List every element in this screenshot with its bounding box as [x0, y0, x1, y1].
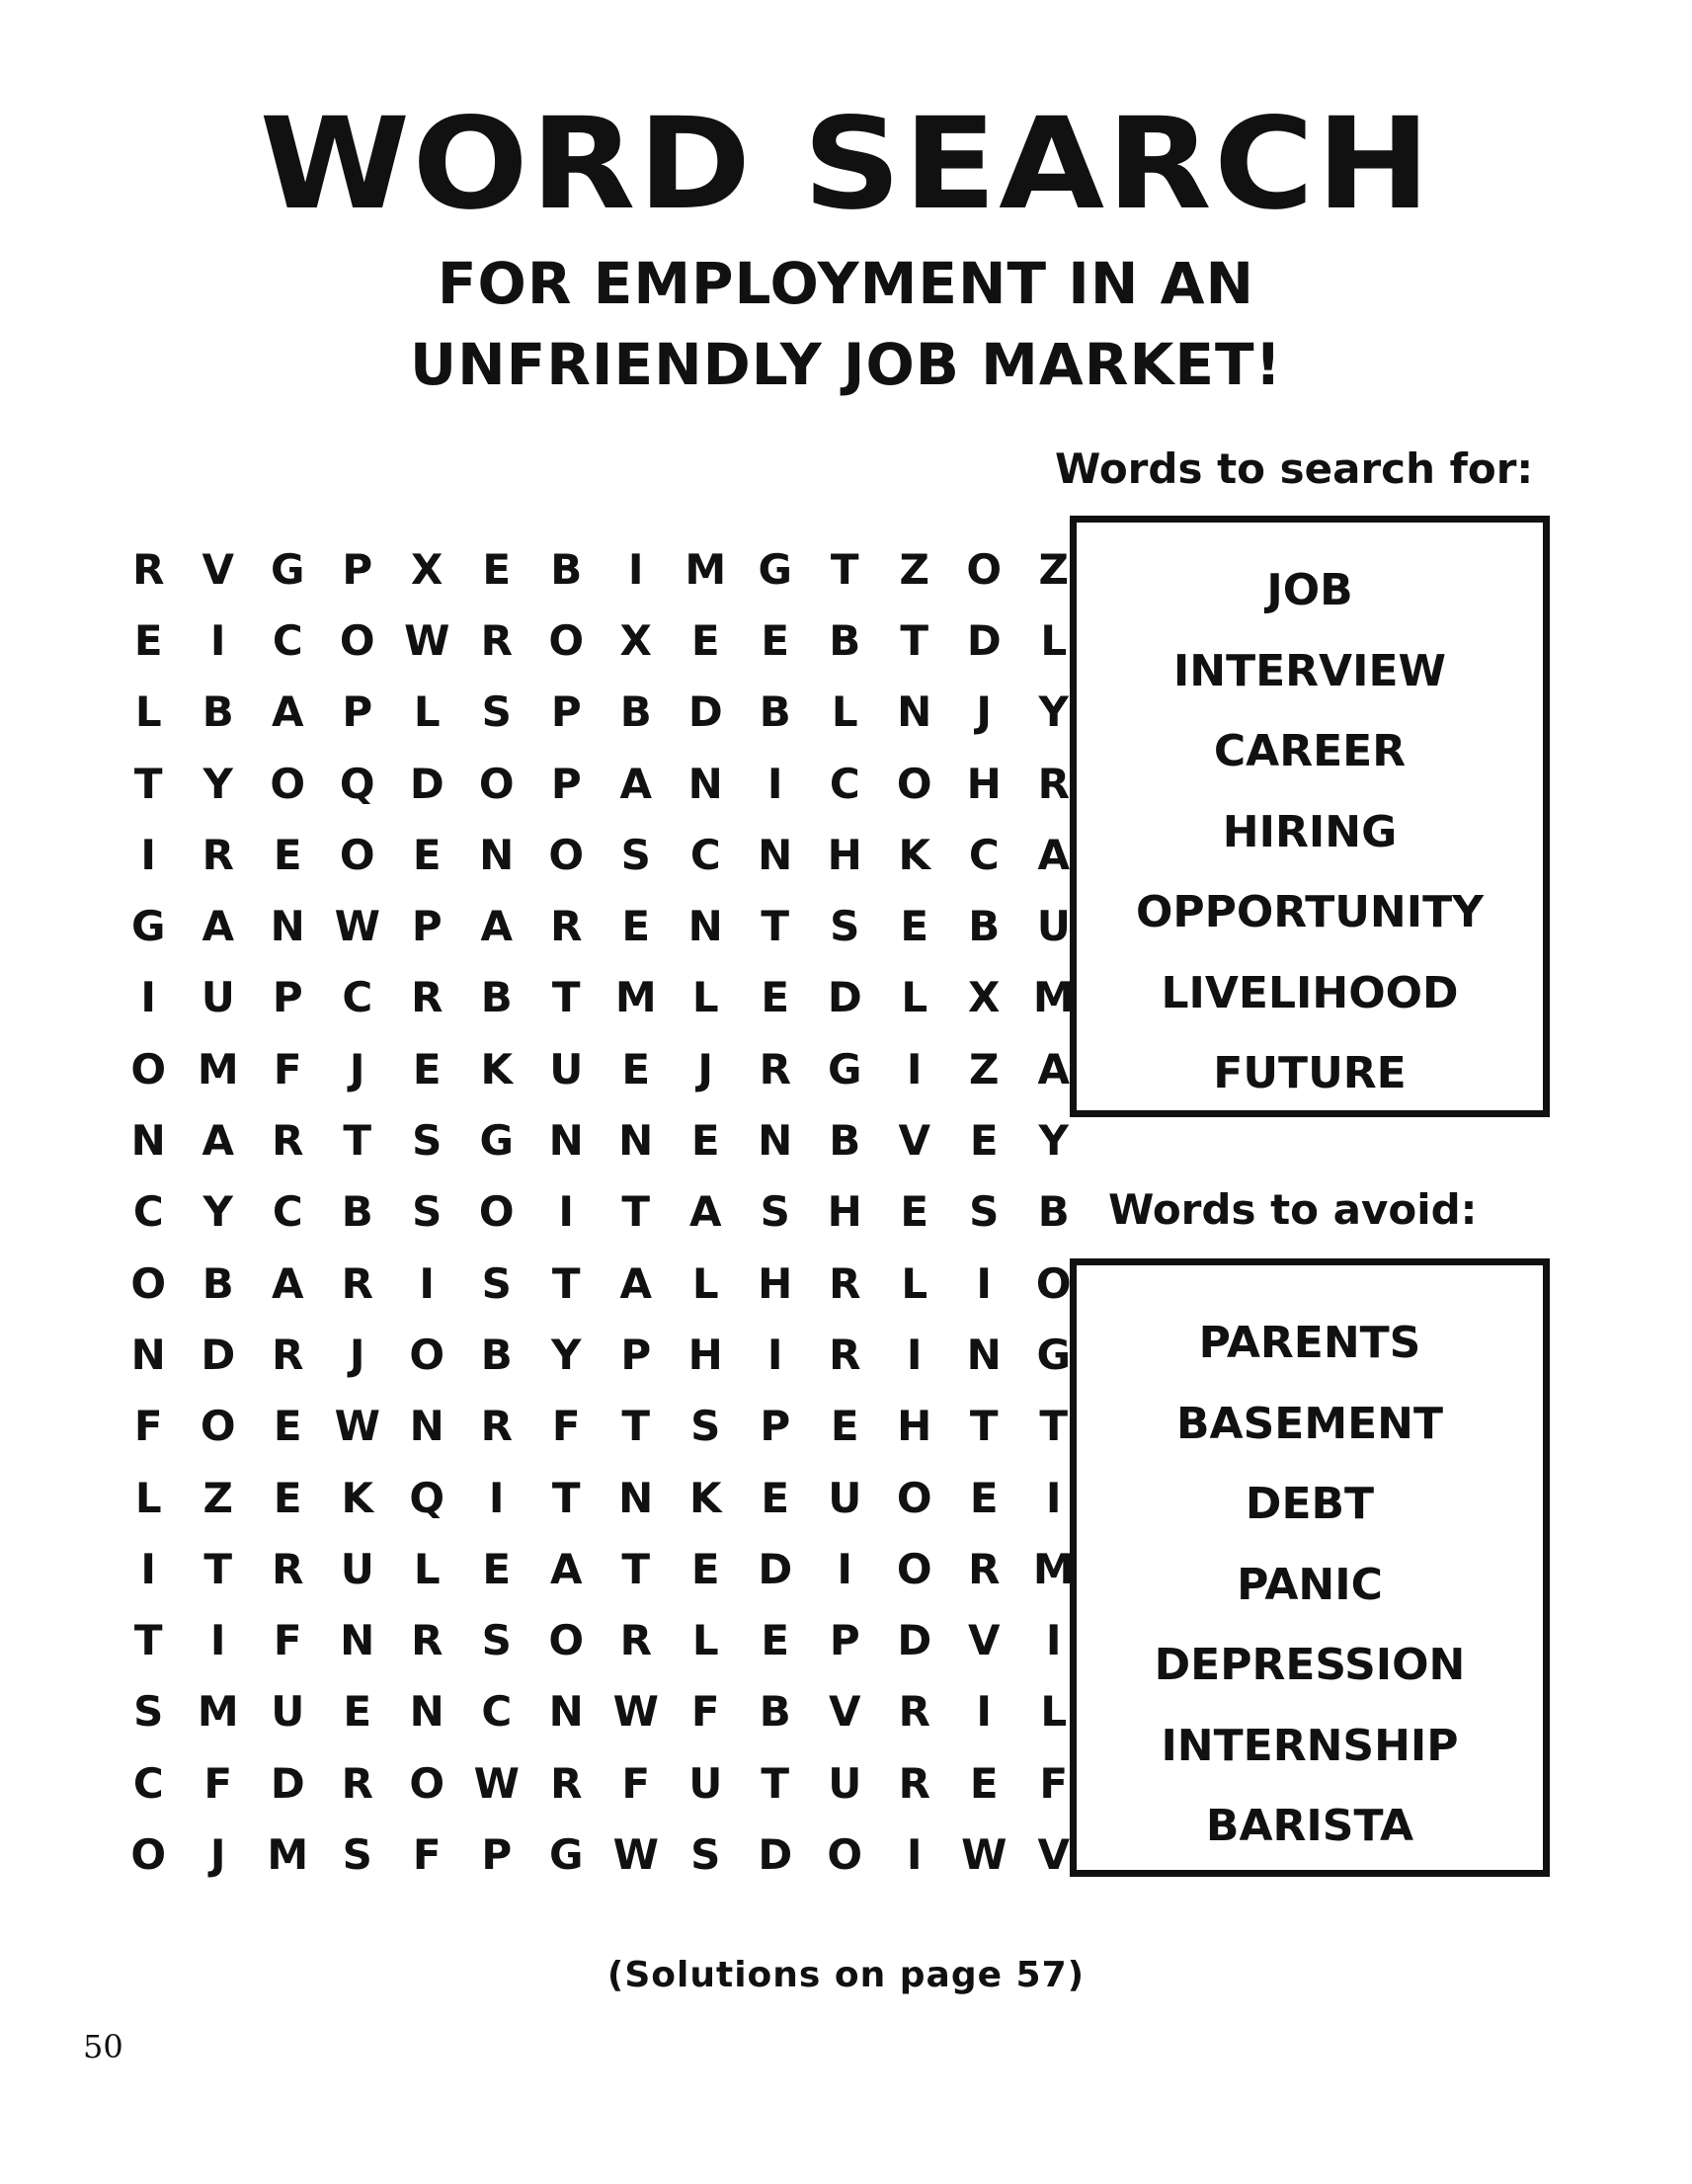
grid-letter: P: [550, 688, 582, 737]
grid-letter: E: [273, 1473, 302, 1522]
grid-letter: K: [480, 1044, 514, 1093]
grid-letter: E: [969, 1473, 999, 1522]
grid-letter: R: [201, 830, 234, 879]
grid-letter: H: [827, 830, 862, 879]
grid-letter: B: [619, 688, 652, 737]
grid-letter: O: [130, 1044, 167, 1093]
grid-letter: U: [688, 1758, 723, 1808]
grid-letter: F: [1039, 1758, 1069, 1808]
grid-letter: I: [1045, 1616, 1062, 1665]
grid-letter: N: [618, 1116, 654, 1166]
grid-letter: Y: [1038, 688, 1069, 737]
grid-letter: B: [550, 544, 583, 594]
grid-letter: Q: [409, 1473, 445, 1522]
grid-letter: V: [898, 1116, 930, 1166]
grid-letter: R: [829, 1258, 861, 1308]
grid-letter: N: [130, 1330, 166, 1379]
grid-letter: T: [551, 1473, 581, 1522]
grid-letter: F: [621, 1758, 651, 1808]
search-word: INTERVIEW: [1172, 645, 1447, 696]
grid-letter: L: [413, 688, 441, 737]
grid-letter: E: [621, 902, 651, 951]
grid-letter: G: [1036, 1330, 1071, 1379]
grid-letter: I: [766, 1330, 783, 1379]
grid-letter: X: [968, 973, 1001, 1022]
grid-letter: S: [342, 1829, 372, 1879]
grid-letter: E: [690, 1544, 720, 1593]
grid-letter: L: [691, 1258, 719, 1308]
grid-letter: D: [966, 615, 1002, 665]
grid-letter: R: [829, 1330, 861, 1379]
grid-letter: I: [837, 1544, 853, 1593]
grid-letter: R: [898, 1758, 930, 1808]
grid-letter: P: [481, 1829, 513, 1879]
grid-letter: O: [130, 1258, 167, 1308]
grid-letter: R: [480, 1402, 513, 1451]
grid-letter: E: [969, 1116, 999, 1166]
grid-letter: A: [688, 1187, 722, 1237]
grid-letter: T: [203, 1544, 233, 1593]
search-words-box: [1070, 516, 1550, 1117]
grid-letter: M: [614, 973, 657, 1022]
grid-letter: A: [1037, 1044, 1070, 1093]
grid-letter: B: [201, 1258, 234, 1308]
grid-letter: S: [133, 1687, 164, 1737]
grid-letter: V: [828, 1687, 861, 1737]
grid-letter: O: [270, 759, 306, 808]
grid-letter: R: [272, 1116, 304, 1166]
grid-letter: O: [409, 1330, 445, 1379]
grid-letter: E: [900, 1187, 929, 1237]
grid-letter: R: [550, 902, 583, 951]
grid-letter: I: [1045, 1473, 1062, 1522]
grid-letter: F: [690, 1687, 720, 1737]
grid-letter: C: [272, 615, 303, 665]
grid-letter: I: [488, 1473, 505, 1522]
subtitle-line-2: UNFRIENDLY JOB MARKET!: [409, 331, 1283, 398]
grid-letter: Z: [899, 544, 929, 594]
grid-letter: S: [412, 1187, 443, 1237]
grid-letter: T: [551, 1258, 581, 1308]
grid-letter: W: [612, 1829, 659, 1879]
grid-letter: C: [132, 1187, 164, 1237]
avoid-words-heading: Words to avoid:: [1108, 1185, 1478, 1234]
grid-letter: T: [343, 1116, 372, 1166]
grid-letter: X: [619, 615, 652, 665]
grid-letter: E: [690, 1116, 720, 1166]
page-title: WORD SEARCH: [259, 91, 1433, 238]
grid-letter: E: [273, 830, 302, 879]
grid-letter: Y: [202, 759, 233, 808]
grid-letter: S: [760, 1187, 790, 1237]
grid-letter: O: [478, 759, 515, 808]
grid-letter: H: [687, 1330, 723, 1379]
subtitle-line-1: FOR EMPLOYMENT IN AN: [437, 250, 1255, 317]
grid-letter: S: [481, 688, 512, 737]
grid-letter: R: [968, 1544, 1001, 1593]
grid-letter: C: [968, 830, 1000, 879]
grid-letter: E: [273, 1402, 302, 1451]
grid-letter: E: [482, 544, 512, 594]
grid-letter: E: [412, 830, 442, 879]
grid-letter: A: [1037, 830, 1070, 879]
grid-letter: R: [132, 544, 165, 594]
grid-letter: I: [976, 1687, 993, 1737]
grid-letter: N: [897, 688, 932, 737]
grid-letter: G: [131, 902, 166, 951]
grid-letter: R: [480, 615, 513, 665]
grid-letter: P: [760, 1402, 791, 1451]
grid-letter: L: [1040, 615, 1068, 665]
grid-letter: M: [1032, 973, 1075, 1022]
grid-letter: L: [691, 1616, 719, 1665]
grid-letter: K: [341, 1473, 374, 1522]
grid-letter: I: [627, 544, 644, 594]
solutions-note: (Solutions on page 57): [606, 1955, 1086, 1995]
grid-letter: G: [758, 544, 792, 594]
grid-letter: O: [896, 1473, 932, 1522]
grid-letter: I: [906, 1330, 923, 1379]
grid-letter: B: [480, 973, 513, 1022]
grid-letter: U: [271, 1687, 305, 1737]
grid-letter: E: [690, 615, 720, 665]
grid-letter: S: [969, 1187, 1000, 1237]
grid-letter: M: [197, 1687, 239, 1737]
grid-letter: O: [409, 1758, 445, 1808]
grid-letter: W: [334, 902, 380, 951]
grid-letter: L: [831, 688, 858, 737]
grid-letter: P: [342, 544, 373, 594]
grid-letter: Y: [551, 1330, 582, 1379]
grid-letter: W: [612, 1687, 659, 1737]
grid-letter: S: [481, 1616, 512, 1665]
grid-letter: Y: [202, 1187, 233, 1237]
grid-letter: L: [413, 1544, 441, 1593]
grid-letter: V: [201, 544, 234, 594]
grid-letter: Z: [202, 1473, 233, 1522]
grid-letter: D: [201, 1330, 236, 1379]
grid-letter: N: [409, 1687, 444, 1737]
grid-letter: I: [140, 1544, 157, 1593]
grid-letter: E: [482, 1544, 512, 1593]
grid-letter: B: [480, 1330, 513, 1379]
grid-letter: E: [412, 1044, 442, 1093]
grid-letter: N: [966, 1330, 1002, 1379]
grid-letter: J: [349, 1330, 365, 1379]
avoid-word: BASEMENT: [1175, 1398, 1443, 1449]
grid-letter: O: [548, 615, 585, 665]
grid-letter: Q: [339, 759, 375, 808]
grid-letter: L: [901, 973, 928, 1022]
grid-letter: F: [273, 1616, 302, 1665]
grid-letter: J: [209, 1829, 226, 1879]
grid-letter: R: [341, 1258, 373, 1308]
grid-letter: N: [687, 759, 723, 808]
grid-letter: T: [900, 615, 929, 665]
grid-letter: J: [976, 688, 993, 737]
grid-letter: T: [621, 1187, 651, 1237]
grid-letter: P: [342, 688, 373, 737]
grid-letter: V: [1037, 1829, 1070, 1879]
grid-letter: R: [411, 973, 443, 1022]
grid-letter: D: [270, 1758, 305, 1808]
search-words-heading: Words to search for:: [1055, 445, 1534, 493]
grid-letter: E: [133, 615, 163, 665]
grid-letter: A: [271, 1258, 304, 1308]
grid-letter: O: [478, 1187, 515, 1237]
grid-letter: L: [691, 973, 719, 1022]
grid-letter: E: [969, 1758, 999, 1808]
grid-letter: D: [687, 688, 723, 737]
grid-letter: N: [270, 902, 305, 951]
grid-letter: G: [479, 1116, 514, 1166]
grid-letter: U: [828, 1473, 862, 1522]
grid-letter: P: [620, 1330, 652, 1379]
grid-letter: C: [342, 973, 373, 1022]
grid-letter: K: [688, 1473, 722, 1522]
grid-letter: K: [898, 830, 931, 879]
grid-letter: E: [900, 902, 929, 951]
grid-letter: I: [906, 1044, 923, 1093]
grid-letter: B: [759, 1687, 791, 1737]
grid-letter: M: [685, 544, 727, 594]
grid-letter: F: [203, 1758, 233, 1808]
search-word: LIVELIHOOD: [1161, 967, 1459, 1018]
search-word: CAREER: [1213, 726, 1407, 776]
grid-letter: V: [967, 1616, 1001, 1665]
grid-letter: T: [551, 973, 581, 1022]
grid-letter: S: [830, 902, 860, 951]
letter-grid: [114, 533, 1088, 1891]
grid-letter: R: [759, 1044, 791, 1093]
avoid-word: PARENTS: [1198, 1318, 1421, 1368]
grid-letter: H: [897, 1402, 932, 1451]
grid-letter: S: [690, 1829, 721, 1879]
grid-letter: T: [761, 902, 790, 951]
grid-letter: U: [1036, 902, 1071, 951]
grid-letter: A: [619, 1258, 652, 1308]
grid-letter: A: [201, 1116, 234, 1166]
grid-letter: J: [349, 1044, 365, 1093]
grid-letter: P: [550, 759, 582, 808]
grid-letter: D: [409, 759, 444, 808]
grid-letter: B: [201, 688, 234, 737]
search-word: HIRING: [1222, 806, 1398, 857]
grid-letter: A: [619, 759, 652, 808]
grid-letter: L: [134, 1473, 162, 1522]
grid-letter: M: [267, 1829, 309, 1879]
grid-letter: I: [140, 830, 157, 879]
grid-letter: M: [1032, 1544, 1075, 1593]
avoid-word: DEPRESSION: [1154, 1640, 1466, 1690]
grid-letter: B: [829, 615, 861, 665]
grid-letter: T: [761, 1758, 790, 1808]
avoid-word: DEBT: [1245, 1479, 1375, 1529]
grid-letter: I: [209, 1616, 226, 1665]
grid-letter: M: [197, 1044, 239, 1093]
grid-letter: O: [548, 830, 585, 879]
grid-letter: Y: [1038, 1116, 1069, 1166]
avoid-word: INTERNSHIP: [1161, 1720, 1459, 1771]
grid-letter: F: [412, 1829, 442, 1879]
avoid-word: BARISTA: [1205, 1801, 1414, 1851]
grid-letter: C: [272, 1187, 303, 1237]
grid-letter: L: [1040, 1687, 1068, 1737]
grid-letter: E: [761, 973, 790, 1022]
grid-letter: R: [272, 1544, 304, 1593]
grid-letter: N: [548, 1687, 584, 1737]
grid-letter: R: [1037, 759, 1070, 808]
grid-letter: I: [140, 973, 157, 1022]
avoid-word: PANIC: [1237, 1559, 1383, 1610]
grid-letter: L: [134, 688, 162, 737]
grid-letter: N: [409, 1402, 444, 1451]
grid-letter: E: [761, 1473, 790, 1522]
grid-letter: U: [201, 973, 235, 1022]
grid-letter: I: [766, 759, 783, 808]
grid-letter: O: [896, 1544, 932, 1593]
grid-letter: N: [340, 1616, 375, 1665]
grid-letter: Z: [1038, 544, 1069, 594]
grid-letter: D: [897, 1616, 932, 1665]
grid-letter: S: [690, 1402, 721, 1451]
grid-letter: A: [201, 902, 234, 951]
grid-letter: U: [828, 1758, 862, 1808]
grid-letter: O: [1035, 1258, 1072, 1308]
grid-letter: D: [758, 1829, 793, 1879]
grid-letter: N: [687, 902, 723, 951]
grid-letter: E: [830, 1402, 859, 1451]
grid-letter: D: [827, 973, 862, 1022]
grid-letter: P: [829, 1616, 860, 1665]
grid-letter: T: [969, 1402, 999, 1451]
grid-letter: G: [271, 544, 305, 594]
grid-letter: U: [340, 1544, 374, 1593]
grid-letter: N: [618, 1473, 654, 1522]
grid-letter: I: [558, 1187, 575, 1237]
grid-letter: O: [200, 1402, 236, 1451]
grid-letter: J: [697, 1044, 714, 1093]
grid-letter: R: [341, 1758, 373, 1808]
grid-letter: T: [621, 1544, 651, 1593]
grid-letter: C: [689, 830, 721, 879]
grid-letter: S: [481, 1258, 512, 1308]
grid-letter: O: [339, 615, 375, 665]
search-word: JOB: [1266, 565, 1353, 615]
grid-letter: E: [343, 1687, 372, 1737]
grid-letter: A: [549, 1544, 583, 1593]
grid-letter: T: [133, 1616, 163, 1665]
grid-letter: W: [404, 615, 450, 665]
grid-letter: T: [621, 1402, 651, 1451]
grid-letter: B: [341, 1187, 373, 1237]
grid-letter: B: [759, 688, 791, 737]
grid-letter: T: [1039, 1402, 1069, 1451]
grid-letter: R: [272, 1330, 304, 1379]
grid-letter: G: [828, 1044, 862, 1093]
grid-letter: A: [271, 688, 304, 737]
grid-letter: W: [334, 1402, 380, 1451]
grid-letter: E: [761, 615, 790, 665]
grid-letter: N: [130, 1116, 166, 1166]
grid-letter: F: [133, 1402, 163, 1451]
grid-letter: D: [758, 1544, 793, 1593]
grid-letter: O: [827, 1829, 863, 1879]
grid-letter: F: [551, 1402, 581, 1451]
grid-letter: N: [548, 1116, 584, 1166]
grid-letter: E: [761, 1616, 790, 1665]
grid-letter: B: [1037, 1187, 1070, 1237]
grid-letter: E: [621, 1044, 651, 1093]
grid-letter: P: [272, 973, 303, 1022]
grid-letter: U: [549, 1044, 584, 1093]
grid-letter: R: [898, 1687, 930, 1737]
grid-letter: T: [133, 759, 163, 808]
grid-letter: O: [548, 1616, 585, 1665]
grid-letter: L: [901, 1258, 928, 1308]
grid-letter: O: [339, 830, 375, 879]
grid-letter: R: [550, 1758, 583, 1808]
grid-letter: N: [758, 1116, 793, 1166]
grid-letter: C: [132, 1758, 164, 1808]
grid-letter: I: [209, 615, 226, 665]
grid-letter: B: [829, 1116, 861, 1166]
grid-letter: W: [961, 1829, 1007, 1879]
grid-letter: S: [620, 830, 651, 879]
grid-letter: F: [273, 1044, 302, 1093]
grid-letter: G: [549, 1829, 584, 1879]
grid-letter: H: [758, 1258, 793, 1308]
grid-letter: Z: [969, 1044, 1000, 1093]
page-number: 50: [83, 2028, 123, 2065]
grid-letter: A: [480, 902, 513, 951]
grid-letter: X: [411, 544, 443, 594]
grid-letter: O: [966, 544, 1003, 594]
search-word: FUTURE: [1213, 1048, 1407, 1098]
grid-letter: C: [829, 759, 860, 808]
grid-letter: O: [896, 759, 932, 808]
grid-letter: I: [419, 1258, 436, 1308]
grid-letter: S: [412, 1116, 443, 1166]
grid-letter: R: [411, 1616, 443, 1665]
grid-letter: B: [968, 902, 1001, 951]
grid-letter: R: [619, 1616, 652, 1665]
grid-letter: O: [130, 1829, 167, 1879]
grid-letter: P: [411, 902, 443, 951]
search-word: OPPORTUNITY: [1135, 887, 1485, 937]
grid-letter: T: [830, 544, 859, 594]
avoid-words-box: [1070, 1258, 1550, 1877]
grid-letter: W: [473, 1758, 520, 1808]
grid-letter: H: [966, 759, 1002, 808]
grid-letter: C: [481, 1687, 513, 1737]
grid-letter: I: [906, 1829, 923, 1879]
grid-letter: I: [976, 1258, 993, 1308]
grid-letter: N: [479, 830, 515, 879]
grid-letter: N: [758, 830, 793, 879]
grid-letter: H: [827, 1187, 862, 1237]
